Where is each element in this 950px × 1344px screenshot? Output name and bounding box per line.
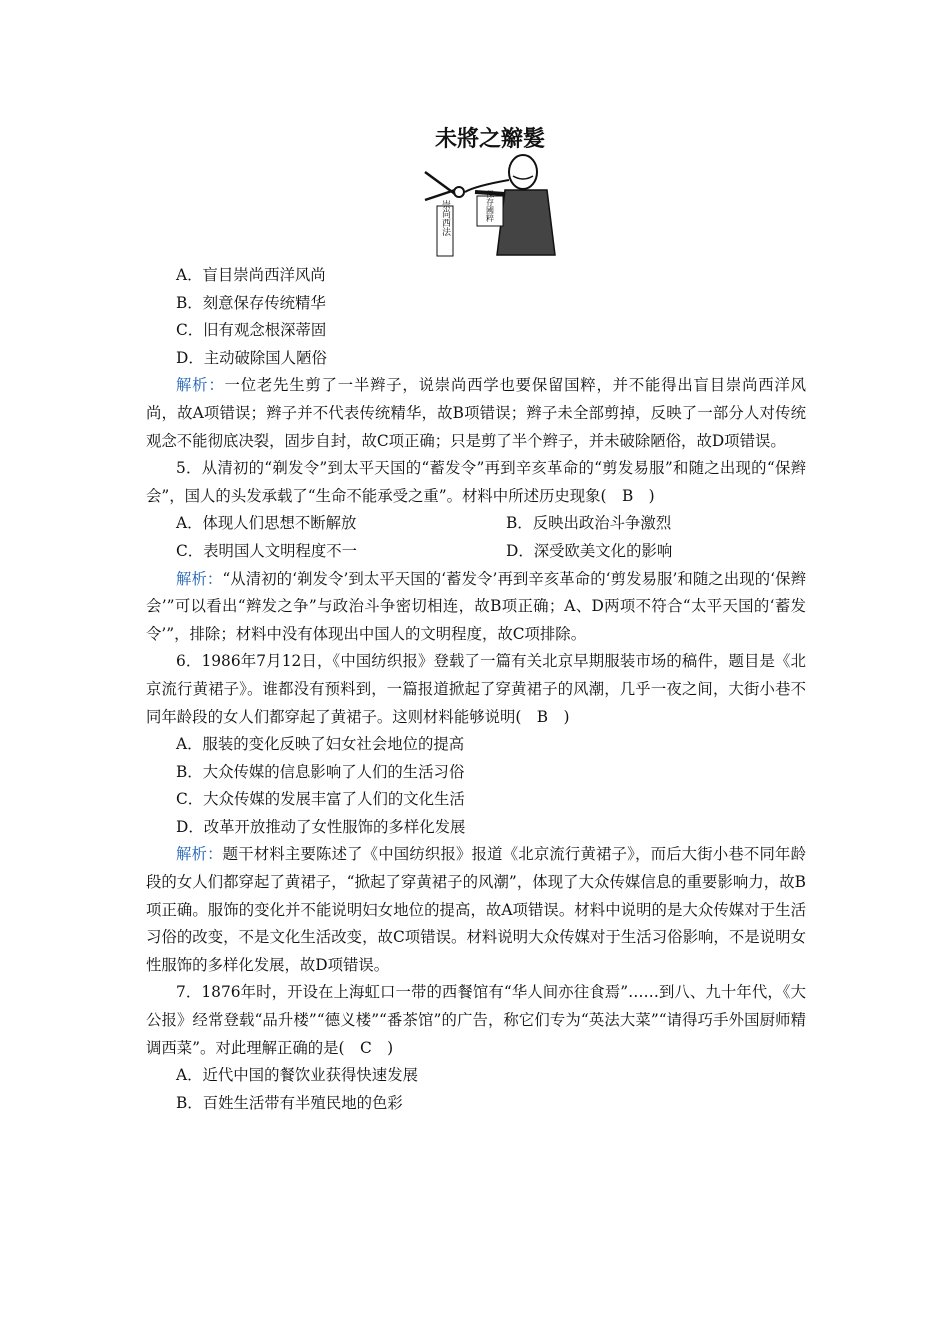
q5-option-d: D．深受欧美文化的影响 (506, 541, 673, 560)
q5-option-c: C．表明国人文明程度不一 (176, 541, 358, 560)
q4-analysis-label: 解析： (176, 376, 225, 395)
q7-option-a: A．近代中国的餐饮业获得快速发展 (176, 1066, 418, 1085)
q4-analysis-text: 一位老先生剪了一半辫子，说崇尚西学也要保留国粹，并不能得出盲目崇尚西洋风尚，故A项错误；辫子并不代表传统精华，故B项错误；辫子未全部剪掉，反映了一部分人对传统观念不能彻底决裂，固步自封，故C项正确；只是剪了半个辫子，并未破除陋俗，故D项错误。 (146, 376, 806, 450)
q4-option-a: A．盲目崇尚西洋风尚 (176, 266, 326, 284)
q6-analysis-text: 题干材料主要陈述了《中国纺织报》报道《北京流行黄裙子》，而后大街小巷不同年龄段的女人们都穿起了黄裙子，“掀起了穿黄裙子的风潮”，体现了大众传媒信息的重要影响力，故B项正确。服饰的变化并不能说明妇女地位的提高，故A项错误。材料中说明的是大众传媒对于生活习俗的改变，不是文化生活改变，故C项错误。材料说明大众传媒对于生活习俗影响，不是说明女性服饰的多样化发展，故D项错误。 (146, 845, 806, 974)
cartoon-illustration (405, 120, 585, 260)
q5-options-row-1 (146, 510, 806, 538)
q7-stem: 7．1876年时，开设在上海虹口一带的西餐馆有“华人间亦往食焉”……到八、九十年代，《大公报》经常登载“品升楼”“德义楼”“番茶馆”的广告，称它们专为“英法大菜”“请得巧手外国厨师精调西菜”。对此理解正确的是( C ) (146, 983, 806, 1057)
q4-option-d: D．主动破除国人陋俗 (176, 348, 327, 367)
q4-analysis (146, 372, 806, 455)
q4-option-b: B．刻意保存传统精华 (176, 293, 326, 312)
q6-option-d: D．改革开放推动了女性服饰的多样化发展 (176, 817, 466, 836)
question-content (146, 262, 806, 1117)
q6-option-b: B．大众传媒的信息影响了人们的生活习俗 (176, 762, 465, 781)
q5-option-a: A．体现人们思想不断解放 (176, 514, 357, 533)
q5-options-row-2 (146, 538, 806, 566)
q5-analysis-label: 解析： (176, 569, 223, 588)
q5-analysis-text: “从清初的‘剃发令’到太平天国的‘蓄发令’再到辛亥革命的‘剪发易服’和随之出现的‘保辫会’”可以看出“辫发之争”与政治斗争密切相连，故B项正确；A、D两项不符合“太平天国的‘蓄发令’”，排除；材料中没有体现出中国人的文明程度，故C项排除。 (146, 569, 806, 643)
q7-option-b: B．百姓生活带有半殖民地的色彩 (176, 1093, 403, 1112)
q6-stem: 6．1986年7月12日，《中国纺织报》登载了一篇有关北京早期服装市场的稿件，题目是《北京流行黄裙子》。谁都没有预料到，一篇报道掀起了穿黄裙子的风潮，几乎一夜之间，大街小巷不同年龄段的女人们都穿起了黄裙子。这则材料能够说明( B ) (146, 652, 806, 726)
banner-right-text: 保存國粹 (485, 190, 495, 222)
cartoon-title: 未將之辮髮 (435, 126, 546, 152)
q6-option-a: A．服装的变化反映了妇女社会地位的提高 (176, 735, 465, 754)
banner-left-text: 崇尚西法 (440, 200, 450, 236)
q6-analysis (146, 841, 806, 979)
q5-option-b: B．反映出政治斗争激烈 (506, 514, 672, 533)
q5-analysis (146, 566, 806, 649)
q6-option-c: C．大众传媒的发展丰富了人们的文化生活 (176, 790, 465, 809)
q4-option-c: C．旧有观念根深蒂固 (176, 321, 327, 340)
q6-analysis-label: 解析： (176, 845, 223, 864)
q5-stem: 5．从清初的“剃发令”到太平天国的“蓄发令”再到辛亥革命的“剪发易服”和随之出现的“保辫会”，国人的头发承载了“生命不能承受之重”。材料中所述历史现象( B ) (146, 459, 806, 505)
cartoon-figure (405, 120, 585, 260)
